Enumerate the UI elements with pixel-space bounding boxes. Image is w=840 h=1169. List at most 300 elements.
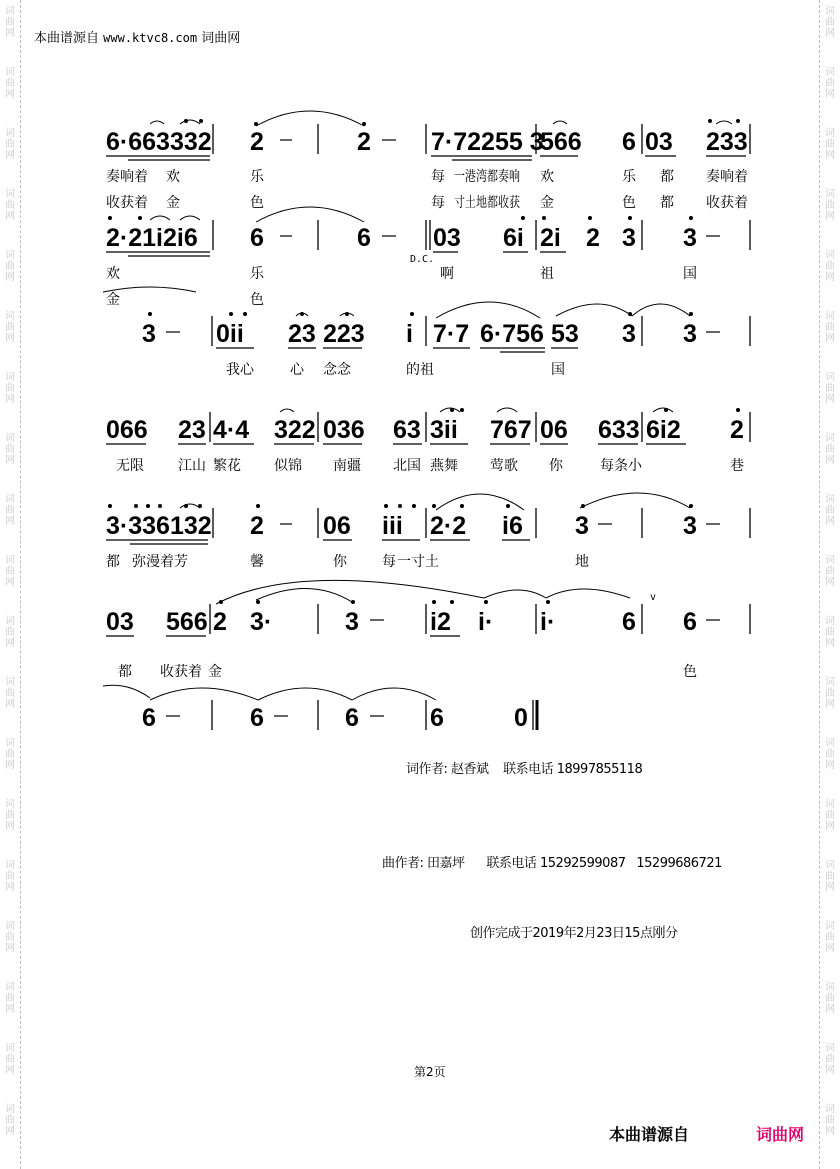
watermark-block — [5, 915, 15, 976]
watermark-glyph: 网 — [825, 760, 835, 771]
high-dot — [484, 600, 488, 604]
watermark-glyph: 曲 — [825, 444, 835, 455]
top-source-label: 本曲谱源自 — [34, 31, 100, 46]
high-dot — [460, 408, 464, 412]
note-group: 3 — [683, 224, 697, 252]
high-dot — [432, 600, 436, 604]
watermark-glyph: 词 — [5, 860, 15, 871]
watermark-glyph: 网 — [5, 1004, 15, 1015]
watermark-glyph: 词 — [825, 250, 835, 261]
high-dot — [412, 504, 416, 508]
watermark-block — [5, 1037, 15, 1098]
watermark-glyph: 词 — [825, 677, 835, 688]
high-dot — [542, 216, 546, 220]
watermark-glyph: 词 — [5, 67, 15, 78]
note-group: 6 — [683, 608, 697, 636]
watermark-glyph: 网 — [5, 516, 15, 527]
note-group: 2 — [213, 608, 227, 636]
completion-note: 创作完成于2019年2月23日15点刚分 — [470, 926, 678, 941]
note-group: 0 — [514, 704, 528, 732]
high-dot — [689, 504, 693, 508]
watermark-glyph: 词 — [5, 677, 15, 688]
watermark-glyph: 词 — [825, 799, 835, 810]
note-group: 2 — [586, 224, 600, 252]
watermark-glyph: 曲 — [825, 749, 835, 760]
lyric: 收获着 — [706, 195, 748, 211]
watermark-glyph: 词 — [5, 1104, 15, 1115]
lyric: 乐 — [250, 266, 264, 282]
lyric: 巷 — [730, 458, 744, 474]
watermark-glyph: 曲 — [825, 566, 835, 577]
tie — [256, 588, 352, 602]
watermark-glyph: 网 — [825, 1004, 835, 1015]
watermark-block — [825, 976, 835, 1037]
top-site-name: 词曲网 — [201, 31, 241, 46]
lyric: 奏响着 — [106, 169, 148, 185]
watermark-glyph: 词 — [825, 67, 835, 78]
high-dot — [300, 312, 304, 316]
note-group: i — [406, 320, 413, 348]
high-dot — [432, 504, 436, 508]
watermark-glyph: 网 — [5, 1065, 15, 1076]
watermark-glyph: 网 — [825, 333, 835, 344]
watermark-glyph: 曲 — [825, 78, 835, 89]
lyric: 一寸土 — [397, 554, 439, 570]
watermark-glyph: 词 — [5, 1043, 15, 1054]
note-group: 6i2 — [646, 416, 681, 444]
lyricist-phone-label: 联系电话 — [503, 762, 554, 777]
note-group: 3 — [683, 320, 697, 348]
watermark-block — [5, 793, 15, 854]
watermark-glyph: 网 — [5, 577, 15, 588]
watermark-glyph: 曲 — [5, 1054, 15, 1065]
watermark-glyph: 网 — [825, 394, 835, 405]
lyric: 金 — [106, 292, 120, 308]
note-group: 633 — [598, 416, 640, 444]
composer-label: 曲作者: — [382, 856, 424, 871]
slur — [150, 216, 170, 220]
lyric: 乐 — [622, 169, 636, 185]
note-group: 3 — [345, 608, 359, 636]
watermark-glyph: 词 — [5, 738, 15, 749]
high-dot — [184, 119, 188, 123]
high-dot — [628, 216, 632, 220]
watermark-glyph: 曲 — [5, 200, 15, 211]
watermark-glyph: 词 — [825, 738, 835, 749]
high-dot — [199, 119, 203, 123]
score-row-6 — [106, 580, 750, 680]
watermark-block — [5, 854, 15, 915]
watermark-block — [5, 1098, 15, 1159]
watermark-glyph: 网 — [825, 211, 835, 222]
watermark-glyph: 网 — [825, 272, 835, 283]
watermark-glyph: 曲 — [825, 993, 835, 1004]
score-row-5 — [106, 493, 750, 570]
watermark-glyph: 词 — [5, 555, 15, 566]
high-dot — [243, 312, 247, 316]
high-dot — [138, 216, 142, 220]
watermark-glyph: 网 — [5, 455, 15, 466]
watermark-glyph: 词 — [825, 860, 835, 871]
watermark-glyph: 曲 — [5, 1115, 15, 1126]
high-dot — [450, 408, 454, 412]
lyric: 江山 — [178, 458, 206, 474]
note-group: 3 — [683, 512, 697, 540]
high-dot — [398, 504, 402, 508]
lyric: 奏响着 — [706, 169, 748, 185]
note-group: 53 — [551, 320, 579, 348]
watermark-glyph: 曲 — [5, 749, 15, 760]
lyric: 你 — [333, 554, 347, 570]
lyric: 无限 — [116, 458, 144, 474]
lyric: 金 — [540, 195, 554, 211]
watermark-glyph: 网 — [5, 882, 15, 893]
note-group: 3 — [142, 320, 156, 348]
watermark-glyph: 网 — [825, 516, 835, 527]
watermark-glyph: 曲 — [825, 688, 835, 699]
lyric: 收获着 — [160, 664, 202, 680]
watermark-glyph: 网 — [825, 943, 835, 954]
high-dot — [506, 504, 510, 508]
lyric: 一港湾都奏响 — [454, 169, 538, 185]
watermark-glyph: 词 — [5, 616, 15, 627]
high-dot — [664, 408, 668, 412]
note-group: 23 — [178, 416, 206, 444]
watermark-glyph: 网 — [5, 760, 15, 771]
note-group: i2 — [430, 608, 451, 636]
watermark-glyph: 曲 — [825, 627, 835, 638]
watermark-glyph: 网 — [5, 333, 15, 344]
slur — [716, 121, 732, 124]
lyricist-credit — [406, 758, 642, 777]
note-group: 066 — [106, 416, 148, 444]
note-group: 06 — [540, 416, 568, 444]
note-group: 3· — [250, 608, 273, 636]
top-source-url: www.ktvc8.com — [103, 31, 198, 45]
tie — [546, 589, 630, 598]
lyric: 莺歌 — [490, 458, 518, 474]
lyric: 色 — [250, 195, 264, 211]
high-dot — [219, 600, 223, 604]
lyric: 每 — [431, 169, 445, 185]
watermark-glyph: 词 — [5, 433, 15, 444]
lyric: 弥漫着芳 — [132, 554, 188, 570]
watermark-glyph: 曲 — [825, 200, 835, 211]
lyric: 似锦 — [274, 458, 302, 474]
lyric: 馨 — [250, 554, 264, 570]
slur — [436, 494, 524, 510]
lyric: 色 — [250, 292, 264, 308]
high-dot — [254, 122, 258, 126]
high-dot — [229, 312, 233, 316]
tie — [103, 685, 150, 698]
lyric: 每 — [431, 195, 445, 211]
note-group: i· — [478, 608, 494, 636]
watermark-glyph: 曲 — [825, 17, 835, 28]
watermark-glyph: 词 — [5, 494, 15, 505]
watermark-glyph: 网 — [825, 1126, 835, 1137]
watermark-block — [825, 793, 835, 854]
watermark-glyph: 曲 — [5, 993, 15, 1004]
tie — [580, 493, 690, 508]
composer-phone-2: 15299686721 — [636, 856, 722, 871]
lyricist-phone: 18997855118 — [556, 762, 643, 777]
watermark-glyph: 网 — [825, 699, 835, 710]
watermark-glyph: 网 — [5, 394, 15, 405]
high-dot — [148, 312, 152, 316]
watermark-glyph: 网 — [825, 1065, 835, 1076]
slur — [150, 121, 164, 124]
lyric: 都 — [106, 554, 120, 570]
note-group: 63 — [393, 416, 421, 444]
lyric: 南疆 — [333, 458, 361, 474]
lyric: 都 — [660, 169, 674, 185]
tie — [150, 688, 258, 700]
watermark-glyph: 曲 — [825, 383, 835, 394]
footer-source-label: 本曲谱源自 — [609, 1125, 690, 1144]
lyric: 国 — [551, 362, 565, 378]
lyric: 金 — [208, 664, 222, 680]
high-dot — [362, 122, 366, 126]
watermark-glyph: 曲 — [825, 139, 835, 150]
note-group: 566 — [540, 128, 582, 156]
slur — [280, 409, 294, 412]
note-group: 6 — [622, 128, 636, 156]
watermark-glyph: 曲 — [5, 627, 15, 638]
slur — [436, 302, 540, 318]
lyric: 每 — [382, 554, 396, 570]
watermark-glyph: 词 — [825, 189, 835, 200]
score-row-1 — [106, 111, 750, 211]
watermark-glyph: 网 — [825, 882, 835, 893]
watermark-glyph: 网 — [5, 272, 15, 283]
note-group: 2 — [357, 128, 371, 156]
tie — [256, 111, 364, 126]
lyric: 啊 — [440, 266, 454, 282]
high-dot — [384, 504, 388, 508]
watermark-glyph: 曲 — [5, 505, 15, 516]
watermark-glyph: 曲 — [825, 932, 835, 943]
watermark-glyph: 词 — [5, 799, 15, 810]
note-group: 566 — [166, 608, 208, 636]
watermark-glyph: 词 — [825, 1043, 835, 1054]
watermark-glyph: 词 — [825, 982, 835, 993]
lyric: 欢 — [106, 266, 120, 282]
slur — [180, 504, 200, 508]
high-dot — [108, 216, 112, 220]
watermark-glyph: 曲 — [5, 566, 15, 577]
note-group: 4·4 — [213, 416, 250, 444]
watermark-glyph: 网 — [825, 821, 835, 832]
watermark-glyph: 曲 — [5, 261, 15, 272]
note-group: 2 — [250, 128, 264, 156]
watermark-glyph: 词 — [5, 372, 15, 383]
note-group: 6 — [357, 224, 371, 252]
high-dot — [158, 504, 162, 508]
watermark-glyph: 曲 — [5, 932, 15, 943]
lyric: 收获着 — [106, 195, 148, 211]
watermark-glyph: 曲 — [5, 78, 15, 89]
breath-mark: v — [650, 592, 657, 603]
lyric: 色 — [683, 664, 697, 680]
footer-site-name: 词曲网 — [756, 1125, 805, 1144]
note-group: 6·663332 — [106, 128, 212, 156]
slur — [180, 120, 200, 124]
watermark-block — [5, 976, 15, 1037]
lyric: 的祖 — [406, 362, 434, 378]
note-group: 322 — [274, 416, 316, 444]
watermark-glyph: 词 — [825, 616, 835, 627]
note-group: iii — [382, 512, 403, 540]
slur — [180, 216, 200, 220]
high-dot — [628, 312, 632, 316]
note-group: 23 — [288, 320, 316, 348]
lyric: 乐 — [250, 169, 264, 185]
watermark-glyph: 词 — [825, 433, 835, 444]
composer-phone-1: 15292599087 — [540, 856, 626, 871]
watermark-glyph: 词 — [825, 1104, 835, 1115]
lyric: 北国 — [393, 458, 421, 474]
watermark-glyph: 词 — [5, 982, 15, 993]
watermark-glyph: 词 — [825, 6, 835, 17]
watermark-glyph: 曲 — [825, 1115, 835, 1126]
watermark-glyph: 网 — [825, 638, 835, 649]
watermark-glyph: 词 — [5, 921, 15, 932]
watermark-block — [825, 1098, 835, 1159]
watermark-glyph: 网 — [5, 699, 15, 710]
high-dot — [588, 216, 592, 220]
note-group: 3 — [622, 224, 636, 252]
note-group: 3ii — [430, 416, 458, 444]
lyric: 金 — [166, 195, 180, 211]
high-dot — [736, 119, 740, 123]
watermark-glyph: 词 — [5, 128, 15, 139]
watermark-glyph: 网 — [825, 577, 835, 588]
score-row-3 — [142, 302, 750, 378]
composer-phone-label: 联系电话 — [486, 856, 537, 871]
high-dot — [546, 600, 550, 604]
watermark-glyph: 词 — [825, 555, 835, 566]
lyric: 念念 — [323, 362, 351, 378]
watermark-glyph: 曲 — [5, 17, 15, 28]
note-group: 6 — [250, 704, 264, 732]
lyric: 国 — [683, 266, 697, 282]
lyric: 色 — [622, 195, 636, 211]
note-group: 2i — [540, 224, 561, 252]
lyric: 祖 — [540, 266, 554, 282]
high-dot — [736, 408, 740, 412]
watermark-glyph: 网 — [5, 638, 15, 649]
note-group: 2 — [730, 416, 744, 444]
high-dot — [708, 119, 712, 123]
watermark-glyph: 词 — [825, 494, 835, 505]
lyric: 燕舞 — [430, 458, 458, 474]
high-dot — [689, 312, 693, 316]
note-group: 223 — [323, 320, 365, 348]
tie — [258, 688, 352, 700]
watermark-glyph: 词 — [825, 311, 835, 322]
note-group: 767 — [490, 416, 532, 444]
high-dot — [581, 504, 585, 508]
watermark-glyph: 网 — [5, 821, 15, 832]
high-dot — [345, 312, 349, 316]
watermark-glyph: 曲 — [825, 871, 835, 882]
high-dot — [134, 504, 138, 508]
high-dot — [689, 216, 693, 220]
lyric: 寸土地都收获 — [454, 195, 538, 211]
high-dot — [198, 504, 202, 508]
watermark-block — [825, 854, 835, 915]
high-dot — [256, 600, 260, 604]
score-row-4 — [106, 408, 750, 474]
watermark-glyph: 曲 — [825, 261, 835, 272]
page-number: 第2页 — [414, 1065, 446, 1079]
watermark-glyph: 词 — [825, 128, 835, 139]
slur — [497, 408, 517, 412]
watermark-glyph: 词 — [825, 372, 835, 383]
watermark-glyph: 曲 — [5, 810, 15, 821]
note-group: 3·336132 — [106, 512, 212, 540]
watermark-glyph: 网 — [5, 943, 15, 954]
note-group: 6 — [250, 224, 264, 252]
watermark-glyph: 网 — [825, 28, 835, 39]
watermark-glyph: 词 — [5, 311, 15, 322]
note-group: i· — [540, 608, 556, 636]
high-dot — [351, 600, 355, 604]
note-group: 6 — [622, 608, 636, 636]
slur — [556, 304, 632, 316]
watermark-glyph: 网 — [5, 1126, 15, 1137]
high-dot — [146, 504, 150, 508]
score-row-2 — [103, 207, 750, 308]
watermark-glyph: 曲 — [5, 322, 15, 333]
lyric: 都 — [660, 195, 674, 211]
watermark-glyph: 曲 — [825, 810, 835, 821]
slur — [653, 408, 673, 412]
watermark-glyph: 网 — [5, 150, 15, 161]
dc-marking: D.C. — [410, 254, 435, 265]
watermark-glyph: 曲 — [5, 688, 15, 699]
note-group: 7·72255 3 — [431, 128, 544, 156]
watermark-glyph: 曲 — [825, 505, 835, 516]
lyric: 我心 — [226, 362, 254, 378]
watermark-glyph: 网 — [5, 28, 15, 39]
note-group: 6·756 — [480, 320, 544, 348]
watermark-glyph: 曲 — [5, 139, 15, 150]
composer-name: 田嘉坪 — [427, 856, 465, 871]
watermark-glyph: 网 — [825, 150, 835, 161]
slur — [553, 121, 567, 124]
note-group: 6 — [142, 704, 156, 732]
high-dot — [450, 600, 454, 604]
score-row-7 — [103, 685, 537, 732]
watermark-glyph: 词 — [5, 6, 15, 17]
note-group: 6 — [345, 704, 359, 732]
watermark-glyph: 词 — [5, 189, 15, 200]
lyric: 你 — [549, 458, 563, 474]
lyric: 地 — [575, 554, 589, 570]
high-dot — [460, 504, 464, 508]
watermark-block — [825, 915, 835, 976]
lyricist-label: 词作者: — [406, 762, 448, 777]
high-dot — [410, 312, 414, 316]
note-group: 6i — [503, 224, 524, 252]
note-group: 7·7 — [433, 320, 470, 348]
lyric: 欢 — [540, 169, 554, 185]
note-group: 3 — [575, 512, 589, 540]
watermark-glyph: 曲 — [825, 1054, 835, 1065]
lyricist-name: 赵香斌 — [451, 762, 489, 777]
